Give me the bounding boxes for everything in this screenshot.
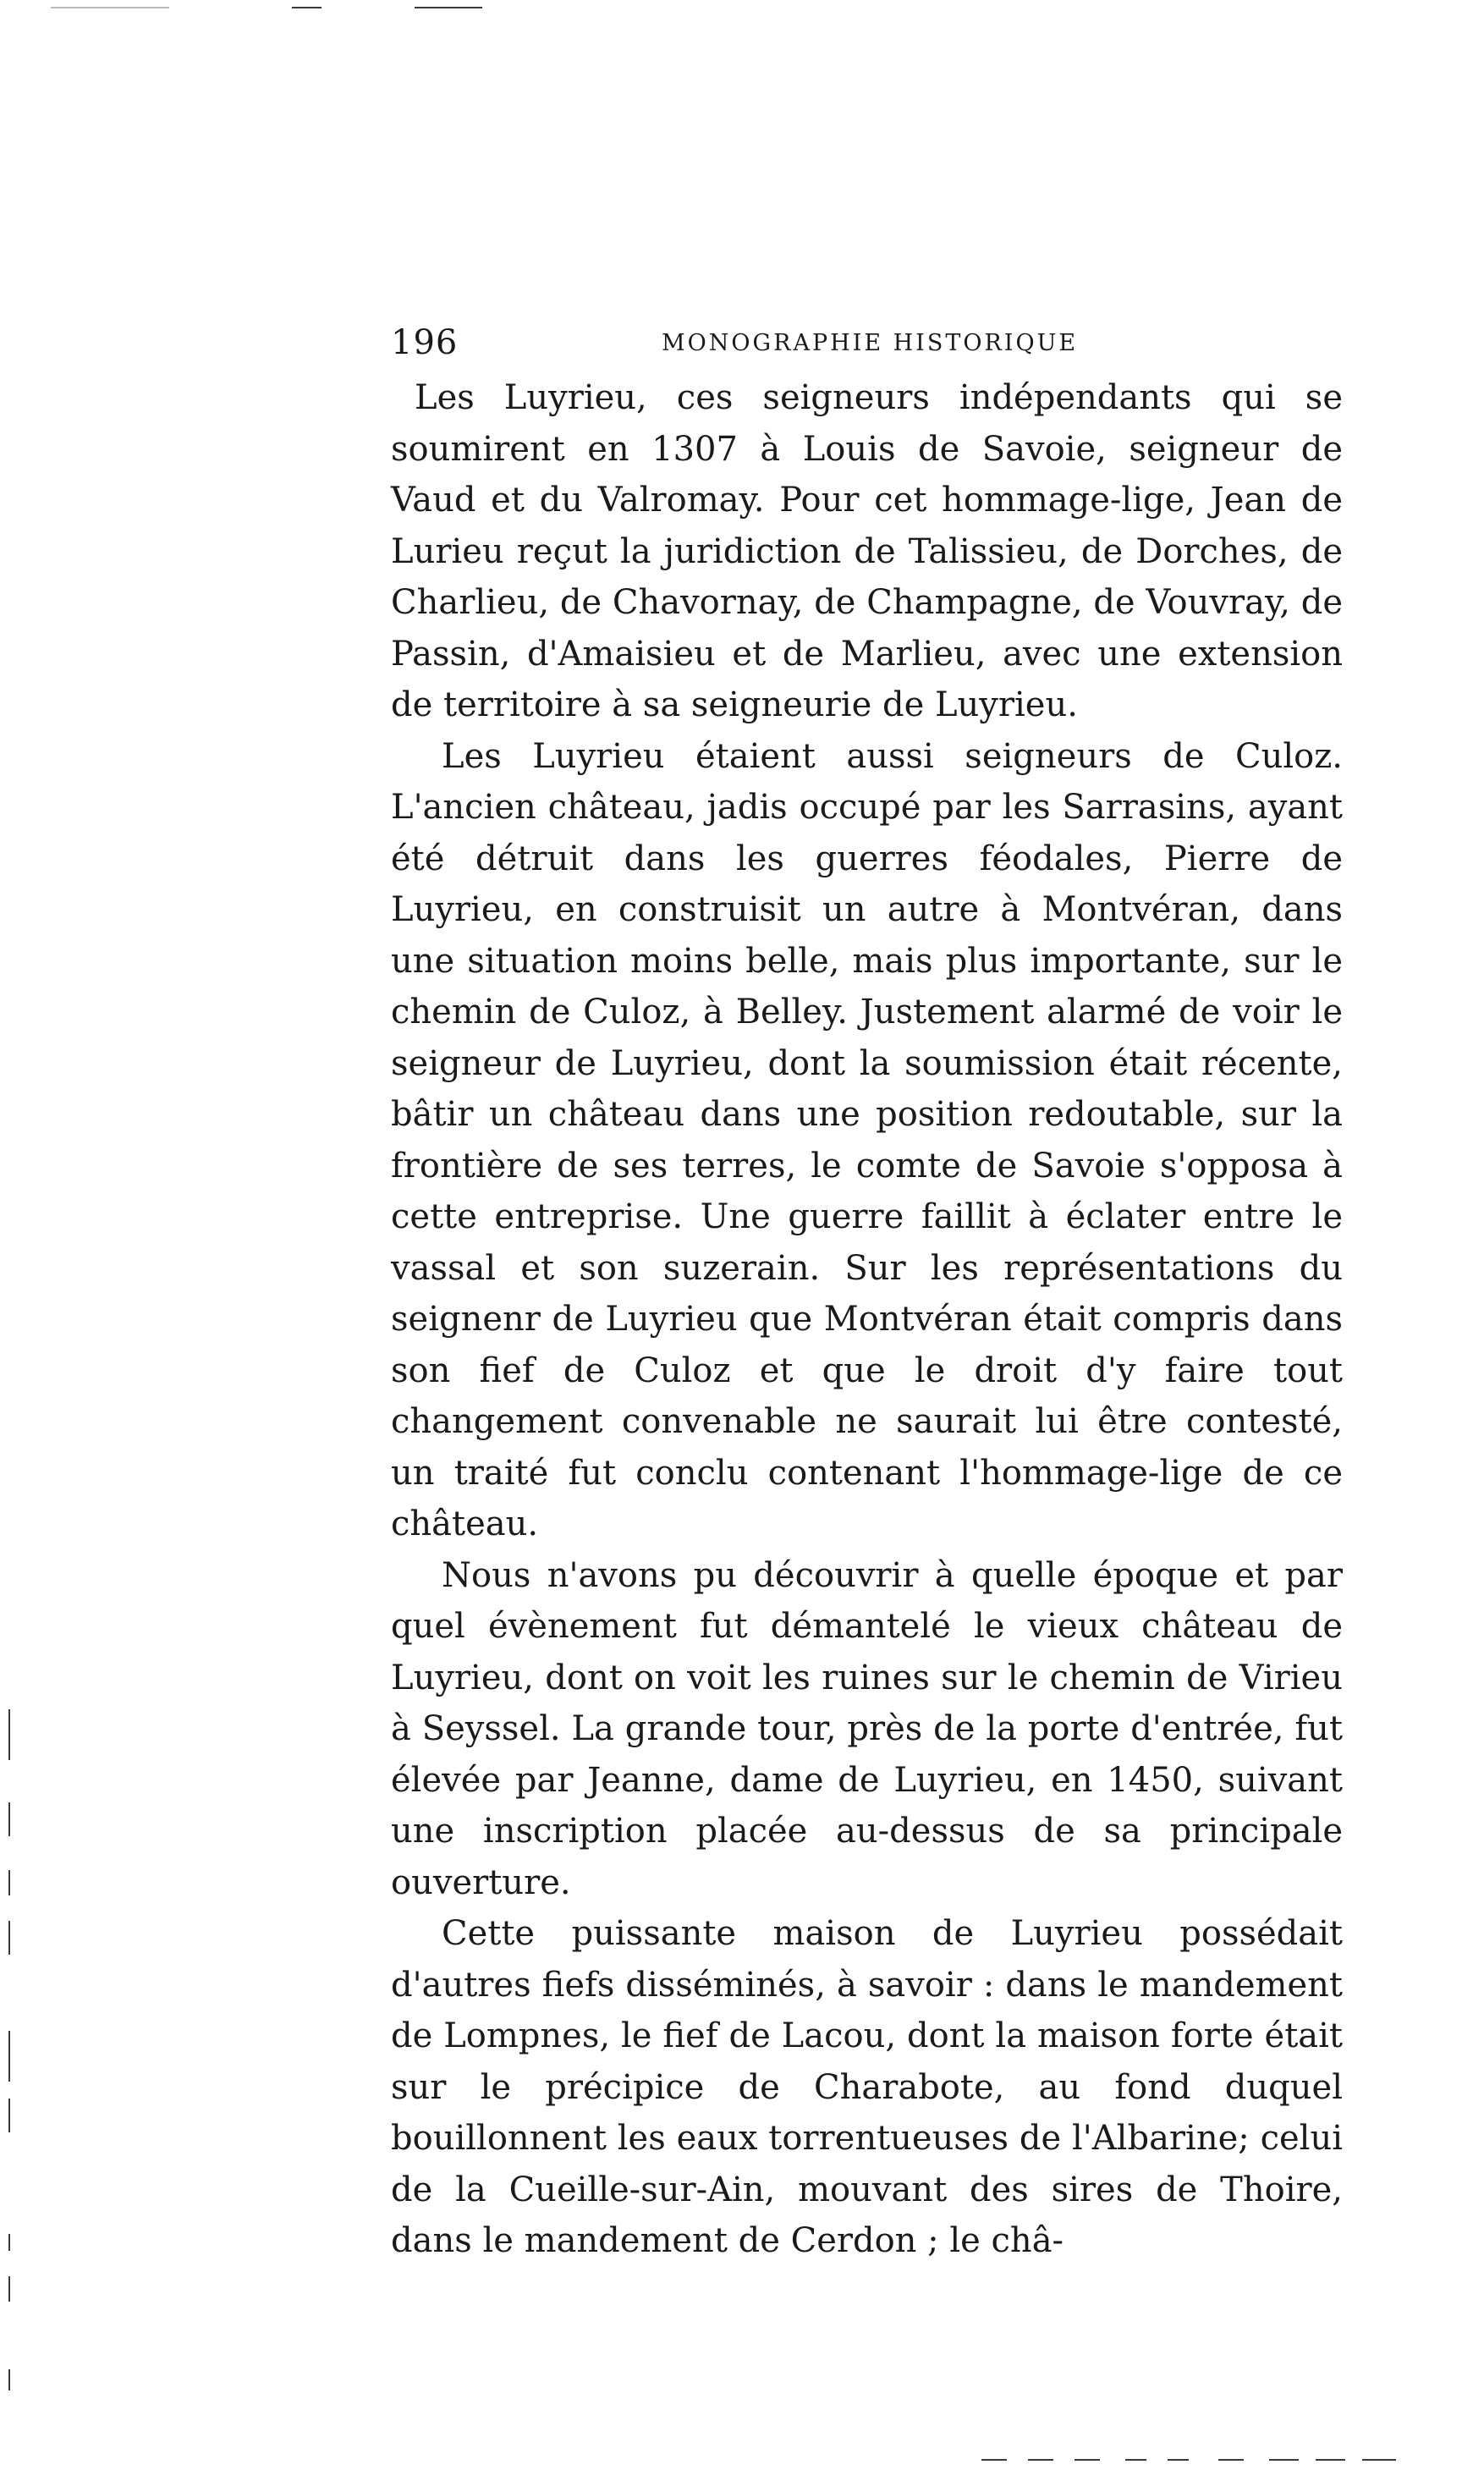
paragraph: Nous n'avons pu découvrir à quelle époque et par quel évènement fut démantelé le vieux château de Luyrieu, dont on voit les ruines sur le chemin de Virieu à Seyssel. La grande tour, près de la porte d'entrée, fut élevée par Jeanne, dame de Luyrieu, en 1450, suivant une inscription placée au-dessus de sa principale ouverture. bbox=[391, 1555, 1343, 1902]
paragraph: Les Luyrieu étaient aussi seigneurs de Culoz. L'ancien château, jadis occupé par les Sarrasins, ayant été détruit dans les guerres féodales, Pierre de Luyrieu, en construisit un autre à Montvéran, dans une situation moins belle, mais plus importante, sur le chemin de Culoz, à Belley. Justement alarmé de voir le seigneur de Luyrieu, dont la soumission était récente, bâtir un château dans une position redoutable, sur la frontière de ses terres, le comte de Savoie s'opposa à cette entreprise. Une guerre faillit à éclater entre le vassal et son suzerain. Sur les représentations du seignenr de Luyrieu que Montvéran était compris dans son fief de Culoz et que le droit d'y faire tout changement convenable ne saurait lui être contesté, un traité fut conclu contenant l'hommage-lige de ce château. bbox=[391, 736, 1343, 1543]
scan-mark-left bbox=[8, 1921, 10, 1955]
scan-mark-bottom bbox=[981, 2459, 1007, 2461]
running-head: MONOGRAPHIE HISTORIQUE bbox=[662, 330, 1079, 356]
scan-mark-bottom bbox=[1269, 2459, 1299, 2461]
scan-mark-bottom bbox=[1362, 2459, 1396, 2461]
scan-mark-bottom bbox=[1028, 2459, 1053, 2461]
scan-mark-left bbox=[8, 1802, 10, 1836]
scan-mark-left bbox=[8, 2031, 10, 2082]
paragraph: Cette puissante maison de Luyrieu possédait d'autres fiefs disséminés, à savoir : dans le mandement de Lompnes, le fief de Lacou, dont la maison forte était sur le précipice de Charabote, au fond duquel bouillonnent les eaux torrentueuses de l'Albarine; celui de la Cueille-sur-Ain, mouvant des sires de Thoire, dans le mandement de Cerdon ; le châ- bbox=[391, 1914, 1343, 2260]
page-header bbox=[391, 323, 1343, 366]
scan-mark-left bbox=[8, 1709, 10, 1760]
scan-mark-left bbox=[8, 1870, 10, 1895]
scan-mark-bottom bbox=[1218, 2459, 1244, 2461]
scan-mark-bottom bbox=[1075, 2459, 1100, 2461]
scan-mark-left bbox=[8, 2369, 10, 2390]
page-number: 196 bbox=[391, 323, 459, 362]
scan-mark-top bbox=[292, 7, 322, 8]
scan-mark-left bbox=[8, 2276, 10, 2302]
paragraph: Les Luyrieu, ces seigneurs indépendants qui se soumirent en 1307 à Louis de Savoie, seigneur de Vaud et du Valromay. Pour cet hommage-lige, Jean de Lurieu reçut la juridiction de Talissieu, de Dorches, de Charlieu, de Chavornay, de Champagne, de Vouvray, de Passin, d'Amaisieu et de Marlieu, avec une extension de territoire à sa seigneurie de Luyrieu. bbox=[391, 378, 1343, 724]
scan-mark-top bbox=[51, 7, 169, 8]
scan-mark-bottom bbox=[1316, 2459, 1345, 2461]
scan-mark-top bbox=[415, 7, 482, 8]
scan-mark-left bbox=[8, 2234, 10, 2251]
scan-mark-bottom bbox=[1168, 2459, 1189, 2461]
scan-mark-bottom bbox=[1125, 2459, 1146, 2461]
scan-mark-left bbox=[8, 2099, 10, 2132]
body-text bbox=[391, 372, 1343, 2267]
